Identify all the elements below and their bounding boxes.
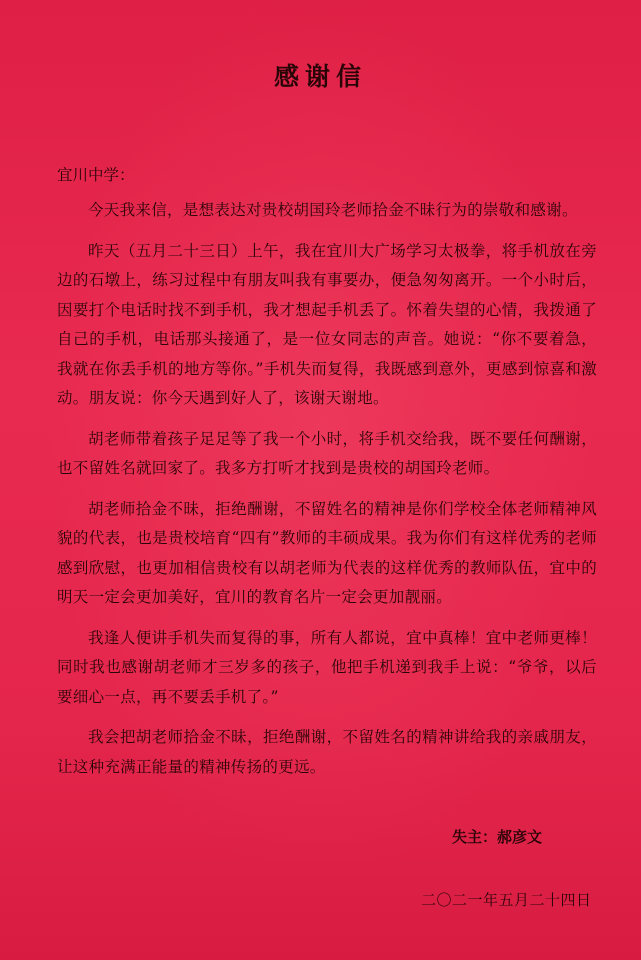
paragraph-2: 昨天（五月二十三日）上午，我在宜川大广场学习太极拳，将手机放在旁边的石墩上，练习过程中有朋友叫我有事要办，便急匆匆离开。一个小时后，因要打个电话时找不到手机，我才想起手机丢了。怀着失望的心情，我拨通了自己的手机，电话那头接通了，是一位女同志的声音。她说：“你不要着急，我就在你丢手机的地方等你。”手机失而复得，我既感到意外，更感到惊喜和激动。朋友说：你今天遇到好人了，该谢天谢地。 [57, 241, 597, 407]
paragraph-3: 胡老师带着孩子足足等了我一个小时，将手机交给我，既不要任何酬谢，也不留姓名就回家了。我多方打听才找到是贵校的胡国玲老师。 [57, 429, 597, 477]
paragraph-5: 我逢人便讲手机失而复得的事，所有人都说，宜中真棒！宜中老师更棒！同时我也感谢胡老师才三岁多的孩子，他把手机递到我手上说：“爷爷，以后要细心一点，再不要丢手机了。” [57, 628, 597, 706]
paragraph-4: 胡老师拾金不昧，拒绝酬谢，不留姓名的精神是你们学校全体老师精神风貌的代表，也是贵校培育“四有”教师的丰硕成果。我为你们有这样优秀的老师感到欣慰，也更加相信贵校有以胡老师为代表的这样优秀的教师队伍，宜中的明天一定会更加美好，宜川的教育名片一定会更加靓丽。 [57, 499, 597, 606]
paragraph-1: 今天我来信，是想表达对贵校胡国玲老师拾金不昧行为的崇敬和感谢。 [88, 201, 578, 219]
signature [452, 826, 542, 847]
salutation: 宜川中学： [57, 166, 135, 184]
letter-title: 感谢信 [273, 62, 367, 91]
signature-label: 失主： [452, 828, 498, 846]
signature-name: 郝彦文 [497, 828, 543, 846]
paragraph-6: 我会把胡老师拾金不昧，拒绝酬谢，不留姓名的精神讲给我的亲戚朋友，让这种充满正能量的精神传扬的更远。 [57, 728, 597, 776]
letter-body [57, 196, 597, 782]
letter-date: 二〇二一年五月二十四日 [421, 891, 592, 909]
